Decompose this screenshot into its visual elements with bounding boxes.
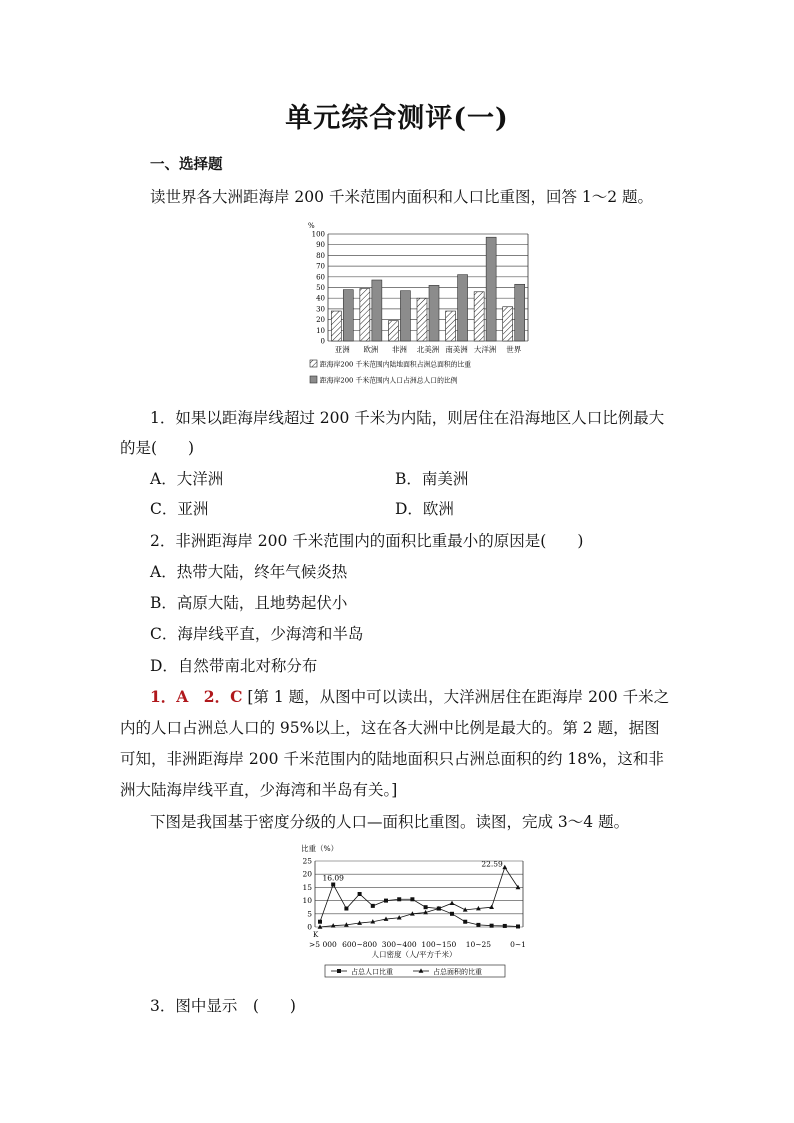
point-population-share: [371, 904, 375, 908]
point-population-share: [463, 920, 467, 924]
bar-population-share: [458, 275, 468, 341]
y-tick-label: 5: [307, 909, 312, 919]
line-chart: [295, 843, 540, 983]
y-tick-label: 15: [302, 882, 312, 892]
q1-options-row-1: [150, 469, 670, 489]
point-population-share: [450, 912, 454, 916]
q2-option-a: A．热带大陆，终年气候炎热: [150, 563, 348, 581]
area-share-line: [320, 867, 518, 927]
y-tick-label: 80: [316, 251, 325, 260]
point-population-share: [476, 923, 480, 927]
y-axis-title: 比重（%）: [301, 844, 339, 853]
x-tick-label: 亚洲: [334, 345, 350, 354]
q2-option-b: B．高原大陆，且地势起伏小: [150, 594, 348, 612]
point-population-share: [424, 905, 428, 909]
y-tick-label: 40: [316, 294, 325, 303]
q1-options-row-2: [150, 499, 670, 519]
point-population-share: [318, 920, 322, 924]
legend-marker-triangle: [419, 968, 424, 972]
y-tick-label: 25: [302, 856, 312, 866]
q2-option-c: C．海岸线平直，少海湾和半岛: [150, 625, 364, 643]
bar-population-share: [486, 237, 496, 341]
x-tick-label: 100~150: [421, 940, 457, 949]
y-tick-label: 90: [316, 241, 325, 250]
point-population-share: [358, 892, 362, 896]
bar-area-share: [446, 311, 456, 341]
answer-explanation-line-1: [150, 687, 710, 707]
explanation-text-1: [第 1 题，从图中可以读出，大洋洲居住在距海岸 200 千米之: [247, 688, 670, 706]
bar-population-share: [343, 290, 353, 341]
section-heading: 一、选择题: [150, 156, 223, 173]
x-tick-label: 世界: [506, 345, 522, 354]
y-tick-label: 10: [316, 326, 325, 335]
bar-area-share: [474, 292, 484, 341]
x-tick-label: >5 000: [309, 940, 337, 949]
y-tick-label: 60: [316, 273, 325, 282]
bar-population-share: [372, 280, 382, 341]
legend-label-population: 占总人口比重: [351, 968, 393, 976]
bar-population-share: [429, 285, 439, 341]
question-3: 3．图中显示 ( ): [150, 997, 296, 1015]
bar-area-share: [388, 321, 398, 341]
legend-swatch-hatch: [310, 360, 317, 367]
legend-label-area: 占总面积的比重: [433, 968, 482, 976]
annotation-peak-population: 16.09: [322, 873, 344, 883]
bar-area-share: [503, 307, 513, 341]
y-tick-label: 20: [316, 316, 325, 325]
option-c: C．亚洲: [150, 500, 209, 518]
question-1-line-1: 1．如果以距海岸线超过 200 千米为内陆，则居住在沿海地区人口比例最大: [150, 409, 665, 427]
population-share-line: [320, 885, 518, 927]
question-2: 2．非洲距海岸 200 千米范围内的面积比重最小的原因是( ): [150, 532, 584, 550]
y-tick-label: 0: [307, 922, 312, 932]
y-tick-label: 20: [302, 869, 312, 879]
intro-text-1: 读世界各大洲距海岸 200 千米范围内面积和人口比重图，回答 1～2 题。: [150, 188, 654, 206]
legend-swatch-gray: [310, 376, 317, 383]
q2-option-d: D．自然带南北对称分布: [150, 657, 318, 675]
explanation-text-2: 内的人口占洲总人口的 95%以上，这在各大洲中比例是最大的。第 2 题，据图: [120, 719, 660, 737]
bar-chart: [300, 220, 540, 395]
x-tick-label: 600~800: [342, 940, 378, 949]
y-tick-label: 100: [311, 230, 325, 239]
point-population-share: [331, 883, 335, 887]
y-tick-label: 0: [320, 337, 325, 346]
option-b: B．南美洲: [395, 470, 469, 488]
y-axis-unit: %: [308, 222, 315, 230]
point-area-share: [502, 865, 507, 869]
point-population-share: [344, 907, 348, 911]
legend-label-population: 距海岸200 千米范围内人口占洲总人口的比例: [320, 376, 458, 385]
bar-area-share: [360, 289, 370, 341]
point-population-share: [490, 924, 494, 928]
point-area-share: [489, 905, 494, 909]
intro-text-2: 下图是我国基于密度分级的人口—面积比重图。读图，完成 3～4 题。: [150, 813, 630, 831]
annotation-peak-area: 22.59: [481, 859, 503, 869]
y-tick-label: 50: [316, 284, 325, 292]
x-tick-label: 北美洲: [416, 345, 440, 354]
legend-marker-square: [337, 969, 341, 973]
point-population-share: [397, 897, 401, 901]
x-tick-label: 0~1: [510, 940, 526, 949]
x-axis-title: 人口密度（人/平方千米）: [371, 950, 457, 959]
x-tick-label: 10~25: [465, 940, 492, 949]
option-a: A．大洋洲: [150, 470, 224, 488]
y-tick-label: 10: [302, 896, 312, 906]
option-d: D．欧洲: [395, 500, 454, 518]
point-population-share: [503, 924, 507, 928]
point-population-share: [410, 897, 414, 901]
bar-area-share: [417, 298, 427, 341]
point-population-share: [516, 924, 520, 928]
explanation-text-4: 洲大陆海岸线平直，少海湾和半岛有关。]: [120, 781, 398, 799]
x-tick-label: 南美洲: [445, 345, 468, 354]
page-title: 单元综合测评(一): [285, 103, 509, 134]
bar-area-share: [331, 311, 341, 341]
k-label: K: [313, 931, 319, 939]
explanation-text-3: 可知，非洲距海岸 200 千米范围内的陆地面积只占洲总面积的约 18%，这和非: [120, 750, 664, 768]
x-tick-label: 非洲: [391, 345, 407, 354]
y-tick-label: 30: [316, 305, 325, 314]
x-tick-label: 大洋洲: [473, 345, 497, 354]
point-population-share: [384, 899, 388, 903]
y-tick-label: 70: [316, 262, 325, 271]
bar-population-share: [515, 284, 525, 341]
legend-label-area: 距海岸200 千米范围内陆地面积占洲总面积的比重: [320, 360, 472, 369]
answer-label: 1．A 2．C: [150, 687, 243, 706]
point-area-share: [450, 901, 455, 905]
x-tick-label: 欧洲: [363, 345, 379, 354]
bar-population-share: [400, 291, 410, 341]
question-1-line-2: 的是( ): [120, 439, 195, 457]
x-tick-label: 300~400: [381, 940, 417, 949]
